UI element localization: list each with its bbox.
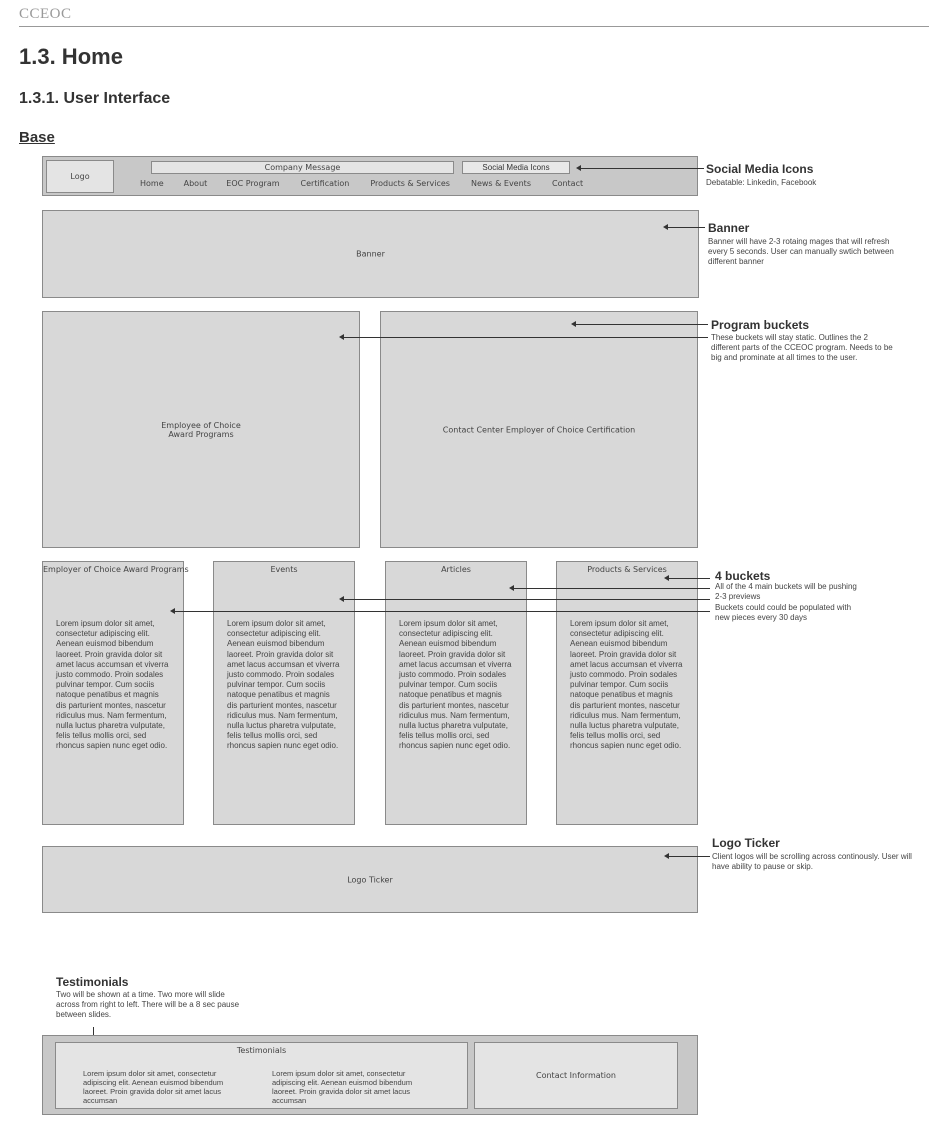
program-bucket-award[interactable] <box>42 311 360 548</box>
banner[interactable] <box>42 210 699 298</box>
testimonials-annotation-text: Two will be shown at a time. Two more will slide across from right to left. There will be a 8 sec pause between slides. <box>56 990 240 1019</box>
arrow-left-icon <box>664 853 669 859</box>
bucket-products-services[interactable] <box>556 561 698 825</box>
header-divider <box>19 26 929 27</box>
buckets-arrow-line-2 <box>511 588 710 589</box>
contact-information-label: Contact Information <box>536 1071 616 1080</box>
nav-eoc-program[interactable]: EOC Program <box>226 179 280 188</box>
bucket-preview-text: Lorem ipsum dolor sit amet, consectetur adipiscing elit. Aenean euismod bibendum laoreet. Proin gravida dolor sit amet lacus accumsan et viverra justo commodo. Proin sodales pulvinar tempor. Cum sociis natoque penatibus et magnis dis parturient montes, nascetur ridiculus mus. Nam fermentum, nulla luctus pharetra vulputate, felis tellus mollis orci, sed rhoncus sapien nunc eget odio. <box>227 619 340 751</box>
social-media-label: Social Media Icons <box>482 163 550 172</box>
bucket-title: Employer of Choice Award Programs <box>43 565 189 574</box>
bucket-articles[interactable] <box>385 561 527 825</box>
buckets-arrow-line-4 <box>172 611 710 612</box>
testimonials-slider[interactable] <box>55 1042 468 1109</box>
ticker-annotation-title: Logo Ticker <box>712 836 780 850</box>
subsection-heading: 1.3.1. User Interface <box>19 90 171 107</box>
buckets-arrow-line-3 <box>341 599 710 600</box>
testimonials-annotation-title: Testimonials <box>56 975 129 989</box>
buckets-annotation-line4: new pieces every 30 days <box>715 613 808 622</box>
buckets-annotation-line3: Buckets could could be populated with <box>715 603 852 612</box>
buckets-annotation-line2: 2-3 previews <box>715 592 761 601</box>
program-bucket-certification[interactable] <box>380 311 698 548</box>
buckets-arrow-line-1 <box>666 578 710 579</box>
testimonials-title: Testimonials <box>236 1046 287 1055</box>
logo-ticker-label: Logo Ticker <box>347 875 393 884</box>
arrow-left-icon <box>509 585 514 591</box>
arrow-left-icon <box>571 321 576 327</box>
ticker-arrow-line <box>666 856 710 857</box>
logo-placeholder[interactable] <box>46 160 114 193</box>
nav-products-services[interactable]: Products & Services <box>370 179 450 188</box>
bucket-preview-text: Lorem ipsum dolor sit amet, consectetur adipiscing elit. Aenean euismod bibendum laoreet. Proin gravida dolor sit amet lacus accumsan et viverra justo commodo. Proin sodales pulvinar tempor. Cum sociis natoque penatibus et magnis dis parturient montes, nascetur ridiculus mus. Nam fermentum, nulla luctus pharetra vulputate, felis tellus mollis orci, sed rhoncus sapien nunc eget odio. <box>56 619 169 751</box>
program-arrow-line-1 <box>573 324 708 325</box>
arrow-left-icon <box>663 224 668 230</box>
buckets-annotation-title: 4 buckets <box>715 569 771 583</box>
bucket-title: Products & Services <box>587 565 667 574</box>
social-arrow-line <box>578 168 704 169</box>
base-heading: Base <box>19 129 55 146</box>
arrow-left-icon <box>339 334 344 340</box>
testimonial-quote: Lorem ipsum dolor sit amet, consectetur adipiscing elit. Aenean euismod bibendum laoreet. Proin gravida dolor sit amet lacus accumsan <box>83 1069 224 1105</box>
program-arrow-line-2 <box>341 337 708 338</box>
bucket-title: Articles <box>441 565 471 574</box>
running-header: CCEOC <box>19 6 72 22</box>
program-bucket-award-label: Employee of Choice Award Programs <box>161 420 241 439</box>
logo-label: Logo <box>70 172 90 181</box>
company-message-bar <box>151 161 454 174</box>
bucket-title: Events <box>270 565 298 574</box>
nav-contact[interactable]: Contact <box>551 179 584 188</box>
banner-label: Banner <box>356 249 385 259</box>
banner-annotation-text: Banner will have 2-3 rotaing mages that will refresh every 5 seconds. User can manually swtich between different banner <box>708 237 894 266</box>
bucket-events[interactable] <box>213 561 355 825</box>
program-bucket-certification-label: Contact Center Employer of Choice Certification <box>442 425 636 434</box>
program-annotation-title: Program buckets <box>711 318 810 332</box>
bucket-award-programs[interactable] <box>42 561 189 825</box>
bucket-preview-text: Lorem ipsum dolor sit amet, consectetur adipiscing elit. Aenean euismod bibendum laoreet. Proin gravida dolor sit amet lacus accumsan et viverra justo commodo. Proin sodales pulvinar tempor. Cum sociis natoque penatibus et magnis dis parturient montes, nascetur ridiculus mus. Nam fermentum, nulla luctus pharetra vulputate, felis tellus mollis orci, sed rhoncus sapien nunc eget odio. <box>570 619 683 751</box>
main-nav <box>140 179 583 188</box>
social-annotation-title: Social Media Icons <box>706 162 814 176</box>
nav-about[interactable]: About <box>183 179 208 188</box>
contact-information[interactable] <box>474 1042 678 1109</box>
nav-home[interactable]: Home <box>140 179 164 188</box>
arrow-left-icon <box>576 165 581 171</box>
arrow-left-icon <box>664 575 669 581</box>
banner-arrow-line <box>665 227 705 228</box>
wireframe-header <box>42 156 698 196</box>
bucket-preview-text: Lorem ipsum dolor sit amet, consectetur adipiscing elit. Aenean euismod bibendum laoreet. Proin gravida dolor sit amet lacus accumsan et viverra justo commodo. Proin sodales pulvinar tempor. Cum sociis natoque penatibus et magnis dis parturient montes, nascetur ridiculus mus. Nam fermentum, nulla luctus pharetra vulputate, felis tellus mollis orci, sed rhoncus sapien nunc eget odio. <box>399 619 512 751</box>
logo-ticker[interactable] <box>42 846 698 913</box>
testimonial-quote: Lorem ipsum dolor sit amet, consectetur adipiscing elit. Aenean euismod bibendum laoreet. Proin gravida dolor sit amet lacus accumsan <box>272 1069 413 1105</box>
company-message-label: Company Message <box>264 163 341 172</box>
arrow-left-icon <box>339 596 344 602</box>
arrow-left-icon <box>170 608 175 614</box>
buckets-annotation-line1: All of the 4 main buckets will be pushing <box>715 582 857 591</box>
nav-news-events[interactable]: News & Events <box>470 179 531 188</box>
program-annotation-text: These buckets will stay static. Outlines the 2 different parts of the CCEOC program. Needs to be big and prominate at all times to the user. <box>711 333 893 362</box>
ticker-annotation-text: Client logos will be scrolling across continously. User will have ability to pause or skip. <box>712 852 912 871</box>
nav-certification[interactable]: Certification <box>300 179 350 188</box>
footer-section <box>42 1035 698 1115</box>
section-heading: 1.3. Home <box>19 44 123 69</box>
social-annotation-text: Debatable: Linkedin, Facebook <box>706 178 817 187</box>
social-media-icons-box[interactable] <box>462 161 570 174</box>
banner-annotation-title: Banner <box>708 221 750 235</box>
